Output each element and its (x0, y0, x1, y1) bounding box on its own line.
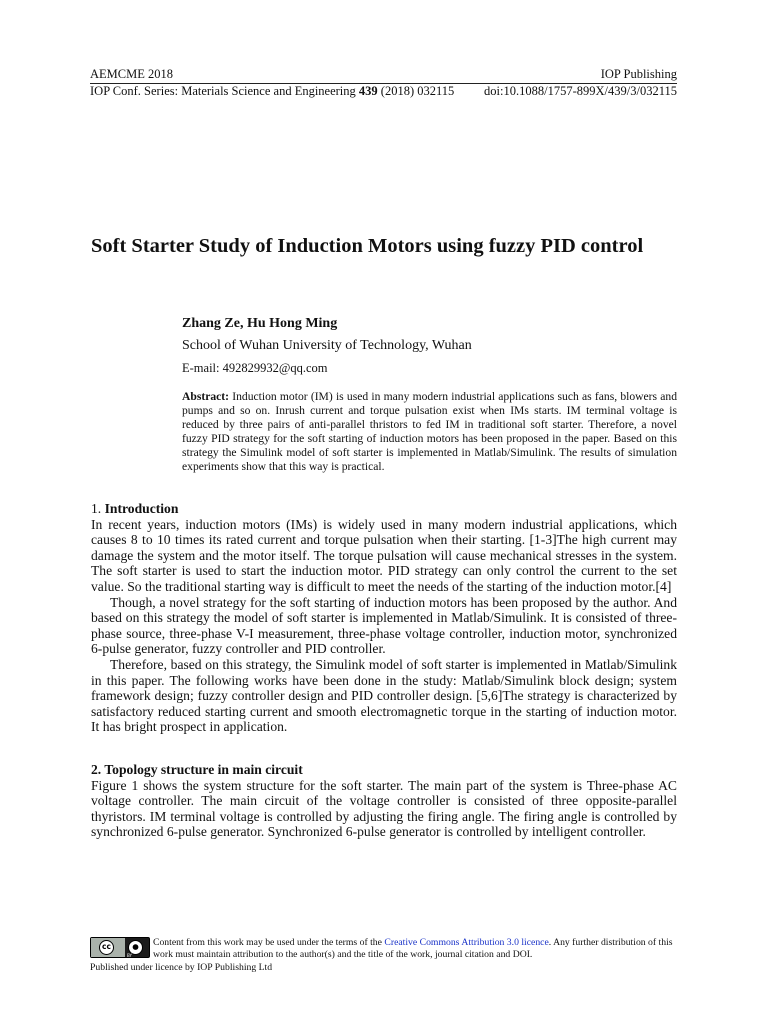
citation-doi: doi:10.1088/1757-899X/439/3/032115 (484, 84, 677, 98)
creative-commons-by-icon: cc ● BY (90, 937, 150, 958)
conference-name: AEMCME 2018 (90, 67, 173, 81)
section-introduction (91, 501, 677, 735)
paragraph: Figure 1 shows the system structure for the soft starter. The main part of the system is Three-phase AC voltage controller. The main circuit of the voltage controller is consisted of three opposite-parallel thyristors. IM terminal voltage is controlled by adjusting the firing angle. The firing angle is controlled by synchronized 6-pulse generator. Synchronized 6-pulse generator is controlled by intelligent controller. (91, 777, 677, 840)
section-topology (91, 762, 677, 840)
citation-volume: 439 (358, 84, 378, 98)
abstract (182, 390, 677, 474)
authors: Zhang Ze, Hu Hong Ming (182, 316, 338, 331)
license-link[interactable]: Creative Commons Attribution 3.0 licence (384, 937, 549, 948)
citation-line (90, 84, 677, 98)
section-heading: 2. Topology structure in main circuit (91, 762, 303, 777)
published-by: Published under licence by IOP Publishing Ltd (90, 962, 273, 973)
abstract-label: Abstract: (182, 390, 230, 403)
section-heading: 1. Introduction (91, 501, 179, 516)
person-icon: ● (128, 940, 143, 955)
paragraph: In recent years, induction motors (IMs) is widely used in many modern industrial applications, which causes 8 to 10 times its rated current and torque pulsation when their starting. [1-3]The high current may damage the system and the motor itself. The torque pulsation will cause mechanical stresses in the system. The soft starter is used to start the induction motor. PID strategy can only control the current to the set value. So the traditional starting way is difficult to meet the needs of the starting of the induction motor.[4] (91, 516, 677, 594)
paragraph: Though, a novel strategy for the soft starting of induction motors has been proposed by the author. And based on this strategy the model of soft starter is implemented in Matlab/Simulink. It is consisted of three-phase source, three-phase V-I measurement, three-phase voltage controller, induction motor, synchronized 6-pulse generator, fuzzy controller and PID controller. (91, 594, 677, 657)
publisher-name: IOP Publishing (600, 67, 677, 81)
author-email[interactable]: E-mail: 492829932@qq.com (182, 361, 328, 375)
citation-journal: IOP Conf. Series: Materials Science and Engineering 439 (2018) 032115 (90, 84, 455, 98)
citation-year: (2018) 032115 (380, 84, 455, 98)
paper-title: Soft Starter Study of Induction Motors using fuzzy PID control (91, 235, 644, 257)
license-note: Content from this work may be used under the terms of the Creative Commons Attribution 3.0 licence. Any further distribution of this work must maintain attribution to the author(s) and the title of the work, journal citation and DOI. (153, 937, 673, 960)
paragraph: Therefore, based on this strategy, the Simulink model of soft starter is implemented in Matlab/Simulink in this paper. The following works have been done in the study: Matlab/Simulink block design; system framework design; fuzzy controller design and PID controller design. [5,6]The strategy is characterized by satisfactory reduced starting current and smooth electromagnetic torque in the starting of induction motor. It has bright prospect in application. (91, 656, 677, 735)
affiliation: School of Wuhan University of Technology, Wuhan (182, 338, 472, 353)
abstract-text: Induction motor (IM) is used in many modern industrial applications such as fans, blowers and pumps and so on. Inrush current and torque pulsation exist when IMs starts. IM terminal voltage is reduced by three pairs of anti-parallel thristors to fed IM in traditional soft starter. Therefore, a novel fuzzy PID strategy for the soft starting of induction motors has been proposed in the paper. Based on this strategy the Simulink model of soft starter is implemented in Matlab/Simulink. The results of simulation experiments show that this way is practical. (182, 390, 677, 473)
